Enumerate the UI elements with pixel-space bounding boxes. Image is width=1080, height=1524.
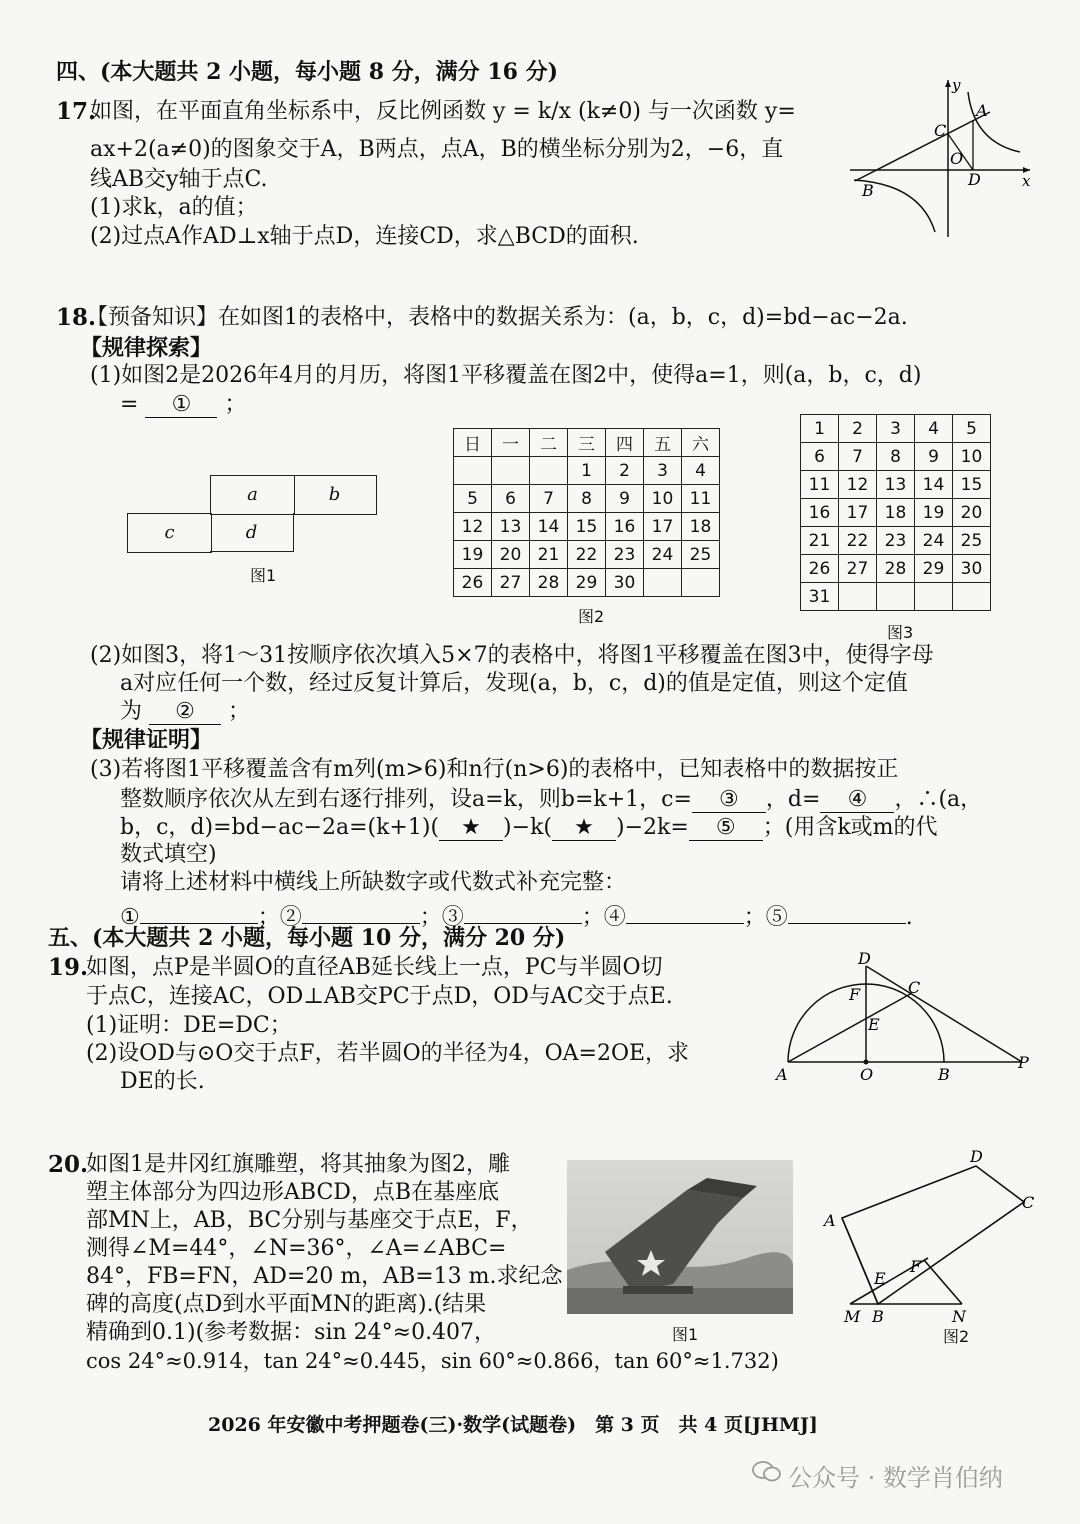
q17-figure xyxy=(840,72,1040,242)
table-cell: 6 xyxy=(801,443,839,471)
table-row xyxy=(801,499,991,527)
table-cell: 3 xyxy=(877,415,915,443)
table-cell: 11 xyxy=(801,471,839,499)
q18-part3-line-4: 数式填空) xyxy=(120,842,217,867)
label-a: A xyxy=(776,1065,788,1084)
q18-explore-title: 【规律探索】 xyxy=(80,335,213,361)
table-cell: 31 xyxy=(801,583,839,611)
q19-line-3: (1)证明：DE=DC； xyxy=(86,1013,292,1038)
fig1-cell-c xyxy=(127,513,212,553)
label-e: E xyxy=(868,1015,880,1034)
table-cell: 12 xyxy=(454,513,492,541)
table-cell: 20 xyxy=(492,541,530,569)
table-cell: 五 xyxy=(644,429,682,457)
table-row xyxy=(801,471,991,499)
q18-part3-line-5: 请将上述材料中横线上所缺数字或代数式补充完整： xyxy=(120,870,627,895)
table-cell: 8 xyxy=(877,443,915,471)
q18-line-1: 【预备知识】在如图1的表格中，表格中的数据关系为：(a，b，c，d)=bd−ac−2a. xyxy=(86,305,908,330)
table-cell: 19 xyxy=(915,499,953,527)
q18-part3-text-e: )−k( xyxy=(503,815,552,840)
fig3-caption: 图3 xyxy=(887,623,914,642)
q18-part3-text-b: ，d= xyxy=(765,787,821,812)
table-cell: 26 xyxy=(454,569,492,597)
table-cell: 26 xyxy=(801,555,839,583)
q17-line-4: (1)求k，a的值； xyxy=(90,195,258,220)
q18-part3-line-3 xyxy=(120,813,938,843)
q18-number: 18. xyxy=(56,304,97,331)
fig1-b: b xyxy=(328,484,341,505)
label-c: C xyxy=(1022,1193,1035,1212)
table-row xyxy=(801,583,991,611)
q18-blank-1: ① xyxy=(145,391,217,418)
answer-blank-4 xyxy=(626,897,744,924)
answer-label-1: ① xyxy=(120,905,140,930)
table-cell: 29 xyxy=(568,569,606,597)
table-cell: 19 xyxy=(454,541,492,569)
table-cell: 17 xyxy=(839,499,877,527)
table-cell: 22 xyxy=(839,527,877,555)
table-cell xyxy=(492,457,530,485)
table-row xyxy=(454,569,720,597)
q18-proof-title: 【规律证明】 xyxy=(80,727,213,753)
table-cell: 5 xyxy=(454,485,492,513)
q18-part3-text-d: b，c，d)=bd−ac−2a=(k+1)( xyxy=(120,815,440,840)
q17-line-2: ax+2(a≠0)的图象交于A，B两点，点A，B的横坐标分别为2，−6，直 xyxy=(90,137,784,162)
label-o: O xyxy=(860,1065,874,1084)
table-cell: 28 xyxy=(877,555,915,583)
q18-part2-line-1: (2)如图3，将1～31按顺序依次填入5×7的表格中，将图1平移覆盖在图3中，使得字母 xyxy=(90,643,934,668)
q18-line-3: (1)如图2是2026年4月的月历，将图1平移覆盖在图2中，使得a=1，则(a，b，c，d) xyxy=(90,363,922,388)
q20-line-7: 精确到0.1)(参考数据：sin 24°≈0.407， xyxy=(86,1320,497,1345)
table-row xyxy=(801,527,991,555)
page-footer: 2026 年安徽中考押题卷(三)·数学(试题卷) 第 3 页 共 4 页[JHMJ] xyxy=(208,1414,818,1436)
table-cell: 7 xyxy=(530,485,568,513)
fig2-caption: 图2 xyxy=(578,607,605,626)
answer-blank-2 xyxy=(302,897,420,924)
label-d: D xyxy=(968,170,981,189)
fig2-calendar xyxy=(453,428,720,597)
table-cell: 12 xyxy=(839,471,877,499)
table-cell xyxy=(454,457,492,485)
q18-part2-line-2: a对应任何一个数，经过反复计算后，发现(a，b，c，d)的值是定值，则这个定值 xyxy=(120,671,908,696)
table-cell: 29 xyxy=(915,555,953,583)
table-cell: 9 xyxy=(606,485,644,513)
table-cell: 16 xyxy=(801,499,839,527)
section-4-title: 四、(本大题共 2 小题，每小题 8 分，满分 16 分) xyxy=(56,59,559,85)
label-d: D xyxy=(970,1147,983,1166)
answer-blank-1 xyxy=(140,897,258,924)
wechat-icon xyxy=(752,1460,782,1482)
table-cell: 17 xyxy=(644,513,682,541)
label-c: C xyxy=(908,978,921,997)
table-cell: 18 xyxy=(682,513,720,541)
table-cell xyxy=(644,569,682,597)
tangent-pd xyxy=(866,966,1022,1062)
label-d: D xyxy=(858,949,871,968)
q17-line-5: (2)过点A作AD⊥x轴于点D，连接CD，求△BCD的面积. xyxy=(90,224,639,249)
table-cell: 3 xyxy=(644,457,682,485)
label-y: y xyxy=(952,76,961,94)
label-a: A xyxy=(824,1211,836,1230)
answer-blank-3 xyxy=(464,897,582,924)
table-cell: 15 xyxy=(568,513,606,541)
table-row xyxy=(454,541,720,569)
q19-line-1: 如图，点P是半圆O的直径AB延长线上一点，PC与半圆O切 xyxy=(86,955,663,980)
q19-figure xyxy=(772,948,1042,1088)
q20-fig2-caption: 图2 xyxy=(943,1327,970,1346)
table-cell: 二 xyxy=(530,429,568,457)
answer-label-4: ；④ xyxy=(581,905,626,930)
table-cell: 22 xyxy=(568,541,606,569)
table-cell: 8 xyxy=(568,485,606,513)
table-cell: 六 xyxy=(682,429,720,457)
table-row xyxy=(801,555,991,583)
table-cell: 30 xyxy=(606,569,644,597)
q20-figure xyxy=(816,1146,1044,1346)
q18-part2-wei: 为 xyxy=(120,699,143,724)
table-cell: 11 xyxy=(682,485,720,513)
q18-semicolon-1: ； xyxy=(224,392,247,417)
q18-part3-text-g: ；(用含k或m的代 xyxy=(762,815,938,840)
table-cell: 6 xyxy=(492,485,530,513)
fig3-grid xyxy=(800,414,991,611)
watermark: 公众号 · 数学肖伯纳 xyxy=(788,1464,1003,1492)
table-cell: 三 xyxy=(568,429,606,457)
answer-blank-5 xyxy=(788,897,906,924)
q20-line-4: 测得∠M=44°，∠N=36°，∠A=∠ABC= xyxy=(86,1236,507,1261)
q18-part2-line-3 xyxy=(120,697,250,727)
table-row xyxy=(454,513,720,541)
answer-label-2: ；② xyxy=(257,905,302,930)
table-row xyxy=(454,457,720,485)
table-row xyxy=(454,485,720,513)
table-cell: 一 xyxy=(492,429,530,457)
q18-part3-line-2 xyxy=(120,785,982,815)
table-cell: 13 xyxy=(877,471,915,499)
q20-line-1: 如图1是井冈红旗雕塑，将其抽象为图2，雕 xyxy=(86,1152,510,1177)
q17-line-1: 如图，在平面直角坐标系中，反比例函数 y = k/x (k≠0) 与一次函数 y= xyxy=(90,99,796,124)
table-cell xyxy=(530,457,568,485)
fig1-cell-d xyxy=(210,513,294,552)
table-cell: 9 xyxy=(915,443,953,471)
table-cell: 23 xyxy=(606,541,644,569)
q20-line-2: 塑主体部分为四边形ABCD，点B在基座底 xyxy=(86,1180,500,1205)
photo-caption: 图1 xyxy=(672,1325,699,1344)
label-f: F xyxy=(910,1257,922,1276)
label-b: B xyxy=(862,181,874,200)
table-cell: 20 xyxy=(953,499,991,527)
table-cell xyxy=(915,583,953,611)
q18-part3-text-f: )−2k= xyxy=(615,815,689,840)
table-cell: 5 xyxy=(953,415,991,443)
section-5-title: 五、(本大题共 2 小题，每小题 10 分，满分 20 分) xyxy=(48,925,566,951)
q18-blank-3: ③ xyxy=(692,786,766,813)
q20-line-6: 碑的高度(点D到水平面MN的距离).(结果 xyxy=(86,1292,487,1317)
q18-blank-4: ④ xyxy=(820,786,894,813)
label-f: F xyxy=(849,985,861,1004)
table-cell: 2 xyxy=(606,457,644,485)
q18-star-2: ★ xyxy=(552,814,616,841)
q19-line-5: DE的长. xyxy=(120,1069,205,1094)
center-o-dot xyxy=(864,1060,869,1065)
q18-blank-5: ⑤ xyxy=(689,814,763,841)
table-cell xyxy=(839,583,877,611)
label-c: C xyxy=(934,121,947,140)
table-cell: 7 xyxy=(839,443,877,471)
table-cell xyxy=(682,569,720,597)
table-cell: 27 xyxy=(492,569,530,597)
q20-number: 20. xyxy=(48,1151,89,1178)
fig1-c: c xyxy=(164,522,175,543)
answer-end: . xyxy=(905,905,913,930)
table-cell: 16 xyxy=(606,513,644,541)
label-e: E xyxy=(874,1269,886,1288)
segment-fn xyxy=(924,1260,962,1304)
table-cell: 15 xyxy=(953,471,991,499)
table-cell xyxy=(877,583,915,611)
table-cell: 23 xyxy=(877,527,915,555)
answer-label-3: ；③ xyxy=(419,905,464,930)
table-cell: 1 xyxy=(801,415,839,443)
table-cell: 18 xyxy=(877,499,915,527)
label-x: x xyxy=(1022,172,1031,190)
table-cell: 28 xyxy=(530,569,568,597)
table-cell: 27 xyxy=(839,555,877,583)
table-row xyxy=(454,429,720,457)
answer-label-5: ；⑤ xyxy=(743,905,788,930)
table-cell: 21 xyxy=(801,527,839,555)
label-m: M xyxy=(844,1307,861,1326)
q18-eq-sign: = xyxy=(120,392,139,417)
q18-star-1: ★ xyxy=(439,814,503,841)
fig1-cell-a xyxy=(210,475,295,515)
table-cell: 25 xyxy=(953,527,991,555)
table-cell: 24 xyxy=(644,541,682,569)
table-cell: 10 xyxy=(644,485,682,513)
q18-part3-text-a: 整数顺序依次从左到右逐行排列，设a=k，则b=k+1，c= xyxy=(120,787,692,812)
q17-line-3: 线AB交y轴于点C. xyxy=(90,167,268,192)
table-cell: 14 xyxy=(915,471,953,499)
q18-semicolon-2: ； xyxy=(228,699,251,724)
y-axis-arrow xyxy=(945,80,951,87)
q17-number: 17. xyxy=(56,98,97,125)
q18-line-4 xyxy=(120,390,246,420)
table-cell: 14 xyxy=(530,513,568,541)
fig1-caption: 图1 xyxy=(250,566,277,585)
table-cell: 24 xyxy=(915,527,953,555)
table-cell: 4 xyxy=(682,457,720,485)
label-n: N xyxy=(952,1307,966,1326)
table-cell: 1 xyxy=(568,457,606,485)
label-p: P xyxy=(1018,1053,1029,1072)
table-cell: 2 xyxy=(839,415,877,443)
q20-line-8: cos 24°≈0.914，tan 24°≈0.445，sin 60°≈0.866，tan 60°≈1.732) xyxy=(86,1349,779,1373)
table-row xyxy=(801,443,991,471)
table-cell: 10 xyxy=(953,443,991,471)
table-cell: 日 xyxy=(454,429,492,457)
q18-part3-line-1: (3)若将图1平移覆盖含有m列(m>6)和n行(n>6)的表格中，已知表格中的数据按正 xyxy=(90,757,899,782)
label-a: A xyxy=(976,101,988,120)
photo-base xyxy=(623,1286,693,1294)
q19-line-2: 于点C，连接AC，OD⊥AB交PC于点D，OD与AC交于点E. xyxy=(86,984,673,1009)
q18-blank-2: ② xyxy=(149,698,221,725)
table-row xyxy=(801,415,991,443)
table-cell: 21 xyxy=(530,541,568,569)
q20-line-5: 84°，FB=FN，AD=20 m，AB=13 m.求纪念 xyxy=(86,1264,563,1289)
label-o: O xyxy=(950,149,964,168)
sculpture-photo xyxy=(567,1160,793,1314)
table-cell: 4 xyxy=(915,415,953,443)
table-cell: 四 xyxy=(606,429,644,457)
table-cell: 30 xyxy=(953,555,991,583)
q18-part3-text-c: ，∴(a， xyxy=(894,787,983,812)
table-cell: 25 xyxy=(682,541,720,569)
q19-number: 19. xyxy=(48,954,89,981)
fig1-cell-b xyxy=(293,475,377,515)
label-b: B xyxy=(938,1065,950,1084)
label-b: B xyxy=(872,1307,884,1326)
q19-line-4: (2)设OD与⊙O交于点F，若半圆O的半径为4，OA=2OE，求 xyxy=(86,1041,690,1066)
table-cell: 13 xyxy=(492,513,530,541)
fig1-d: d xyxy=(245,522,258,543)
table-cell xyxy=(953,583,991,611)
fig1-a: a xyxy=(247,484,258,505)
q20-line-3: 部MN上，AB，BC分别与基座交于点E，F， xyxy=(86,1208,533,1233)
